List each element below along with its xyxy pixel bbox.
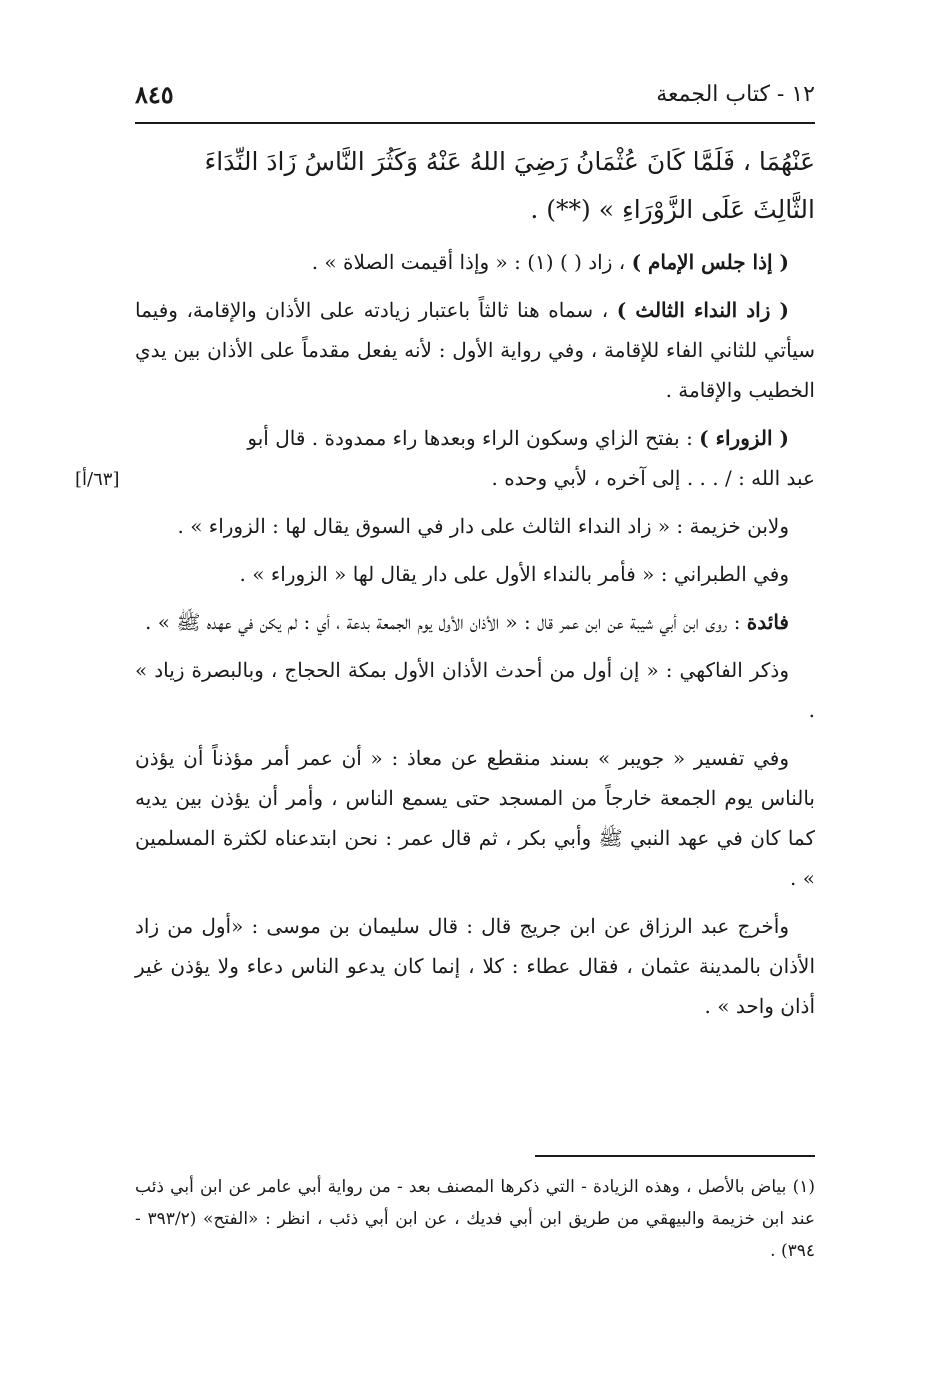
lemma: ( الزوراء ): [699, 426, 789, 450]
commentary-paragraph: ولابن خزيمة : « زاد النداء الثالث على دار في السوق يقال لها : الزوراء » .: [177, 514, 789, 538]
manuscript-folio-marker: [٦٣/أ]: [75, 469, 120, 490]
commentary-paragraph: [75, 418, 815, 498]
footnotes-section: [135, 1155, 815, 1284]
hadith-line: الثَّالِثَ عَلَى الزَّوْرَاءِ » (**) .: [530, 195, 815, 224]
page-body: [75, 138, 815, 1026]
commentary-paragraph: وأخرج عبد الرزاق عن ابن جريج قال : قال سليمان بن موسى : «أول من زاد الأذان بالمدينة عثمان ، فقال عطاء : كلا ، إنما كان يدعو الناس دعاء ولا يؤذن غير أذان واحد » .: [135, 914, 815, 1018]
commentary-paragraph: [135, 242, 815, 282]
hadith-text: [135, 138, 815, 234]
page-header: [135, 70, 815, 124]
commentary-paragraph: [135, 602, 815, 642]
paragraph-text: : روى ابن أبي شيبة عن ابن عمر قال : « الأذان الأول يوم الجمعة بدعة ، أي : لم يكن في عهده ﷺ » .: [145, 610, 741, 634]
hadith-line: عَنْهُمَا ، فَلَمَّا كَانَ عُثْمَانُ رَضِيَ اللهُ عَنْهُ وَكَثُرَ النَّاسُ زَادَ النِّدَاءَ: [204, 147, 815, 176]
lemma: فائدة: [746, 610, 789, 634]
paragraph-text: عبد الله : / . . . إلى آخره ، لأبي وحده .: [491, 466, 815, 490]
lemma: ( إذا جلس الإمام ): [631, 250, 789, 274]
paragraph-text: ، سماه هنا ثالثاً باعتبار زيادته على الأذان والإقامة، وفيما سيأتي للثاني الفاء للإقامة ، وفي رواية الأول : لأنه يفعل مقدماً على الأذان بين يدي الخطيب والإقامة .: [135, 298, 815, 402]
commentary-paragraph: وفي تفسير « جويبر » بسند منقطع عن معاذ : « أن عمر أمر مؤذناً أن يؤذن بالناس يوم الجمعة خارجاً من المسجد حتى يسمع الناس ، وأمر أن يؤذن بين يديه كما كان في عهد النبي ﷺ وأبي بكر ، ثم قال عمر : نحن ابتدعناه لكثرة المسلمين » .: [135, 746, 815, 890]
commentary-paragraph: [135, 290, 815, 410]
lemma: ( زاد النداء الثالث ): [616, 298, 790, 322]
paragraph-text: : بفتح الزاي وسكون الراء وبعدها راء ممدودة . قال أبو: [247, 426, 693, 450]
book-page: [75, 70, 816, 1360]
running-head: ١٢ - كتاب الجمعة: [656, 82, 815, 107]
commentary-paragraph: وذكر الفاكهي : « إن أول من أحدث الأذان الأول بمكة الحجاج ، وبالبصرة زياد » .: [135, 658, 815, 722]
commentary-paragraph: وفي الطبراني : « فأمر بالنداء الأول على دار يقال لها « الزوراء » .: [239, 562, 789, 586]
footnote-divider: [535, 1155, 815, 1157]
paragraph-text: ، زاد ( ) (١) : « وإذا أقيمت الصلاة » .: [311, 250, 626, 274]
page-number: ٨٤٥: [135, 80, 174, 109]
footnote: (١) بياض بالأصل ، وهذه الزيادة - التي ذكرها المصنف بعد - من رواية أبي عامر عن ابن أبي ذئب عند ابن خزيمة والبيهقي من طريق ابن أبي فديك ، عن ابن أبي ذئب ، انظر : «الفتح» (٣٩٣/٢ - ٣٩٤) .: [135, 1177, 816, 1261]
